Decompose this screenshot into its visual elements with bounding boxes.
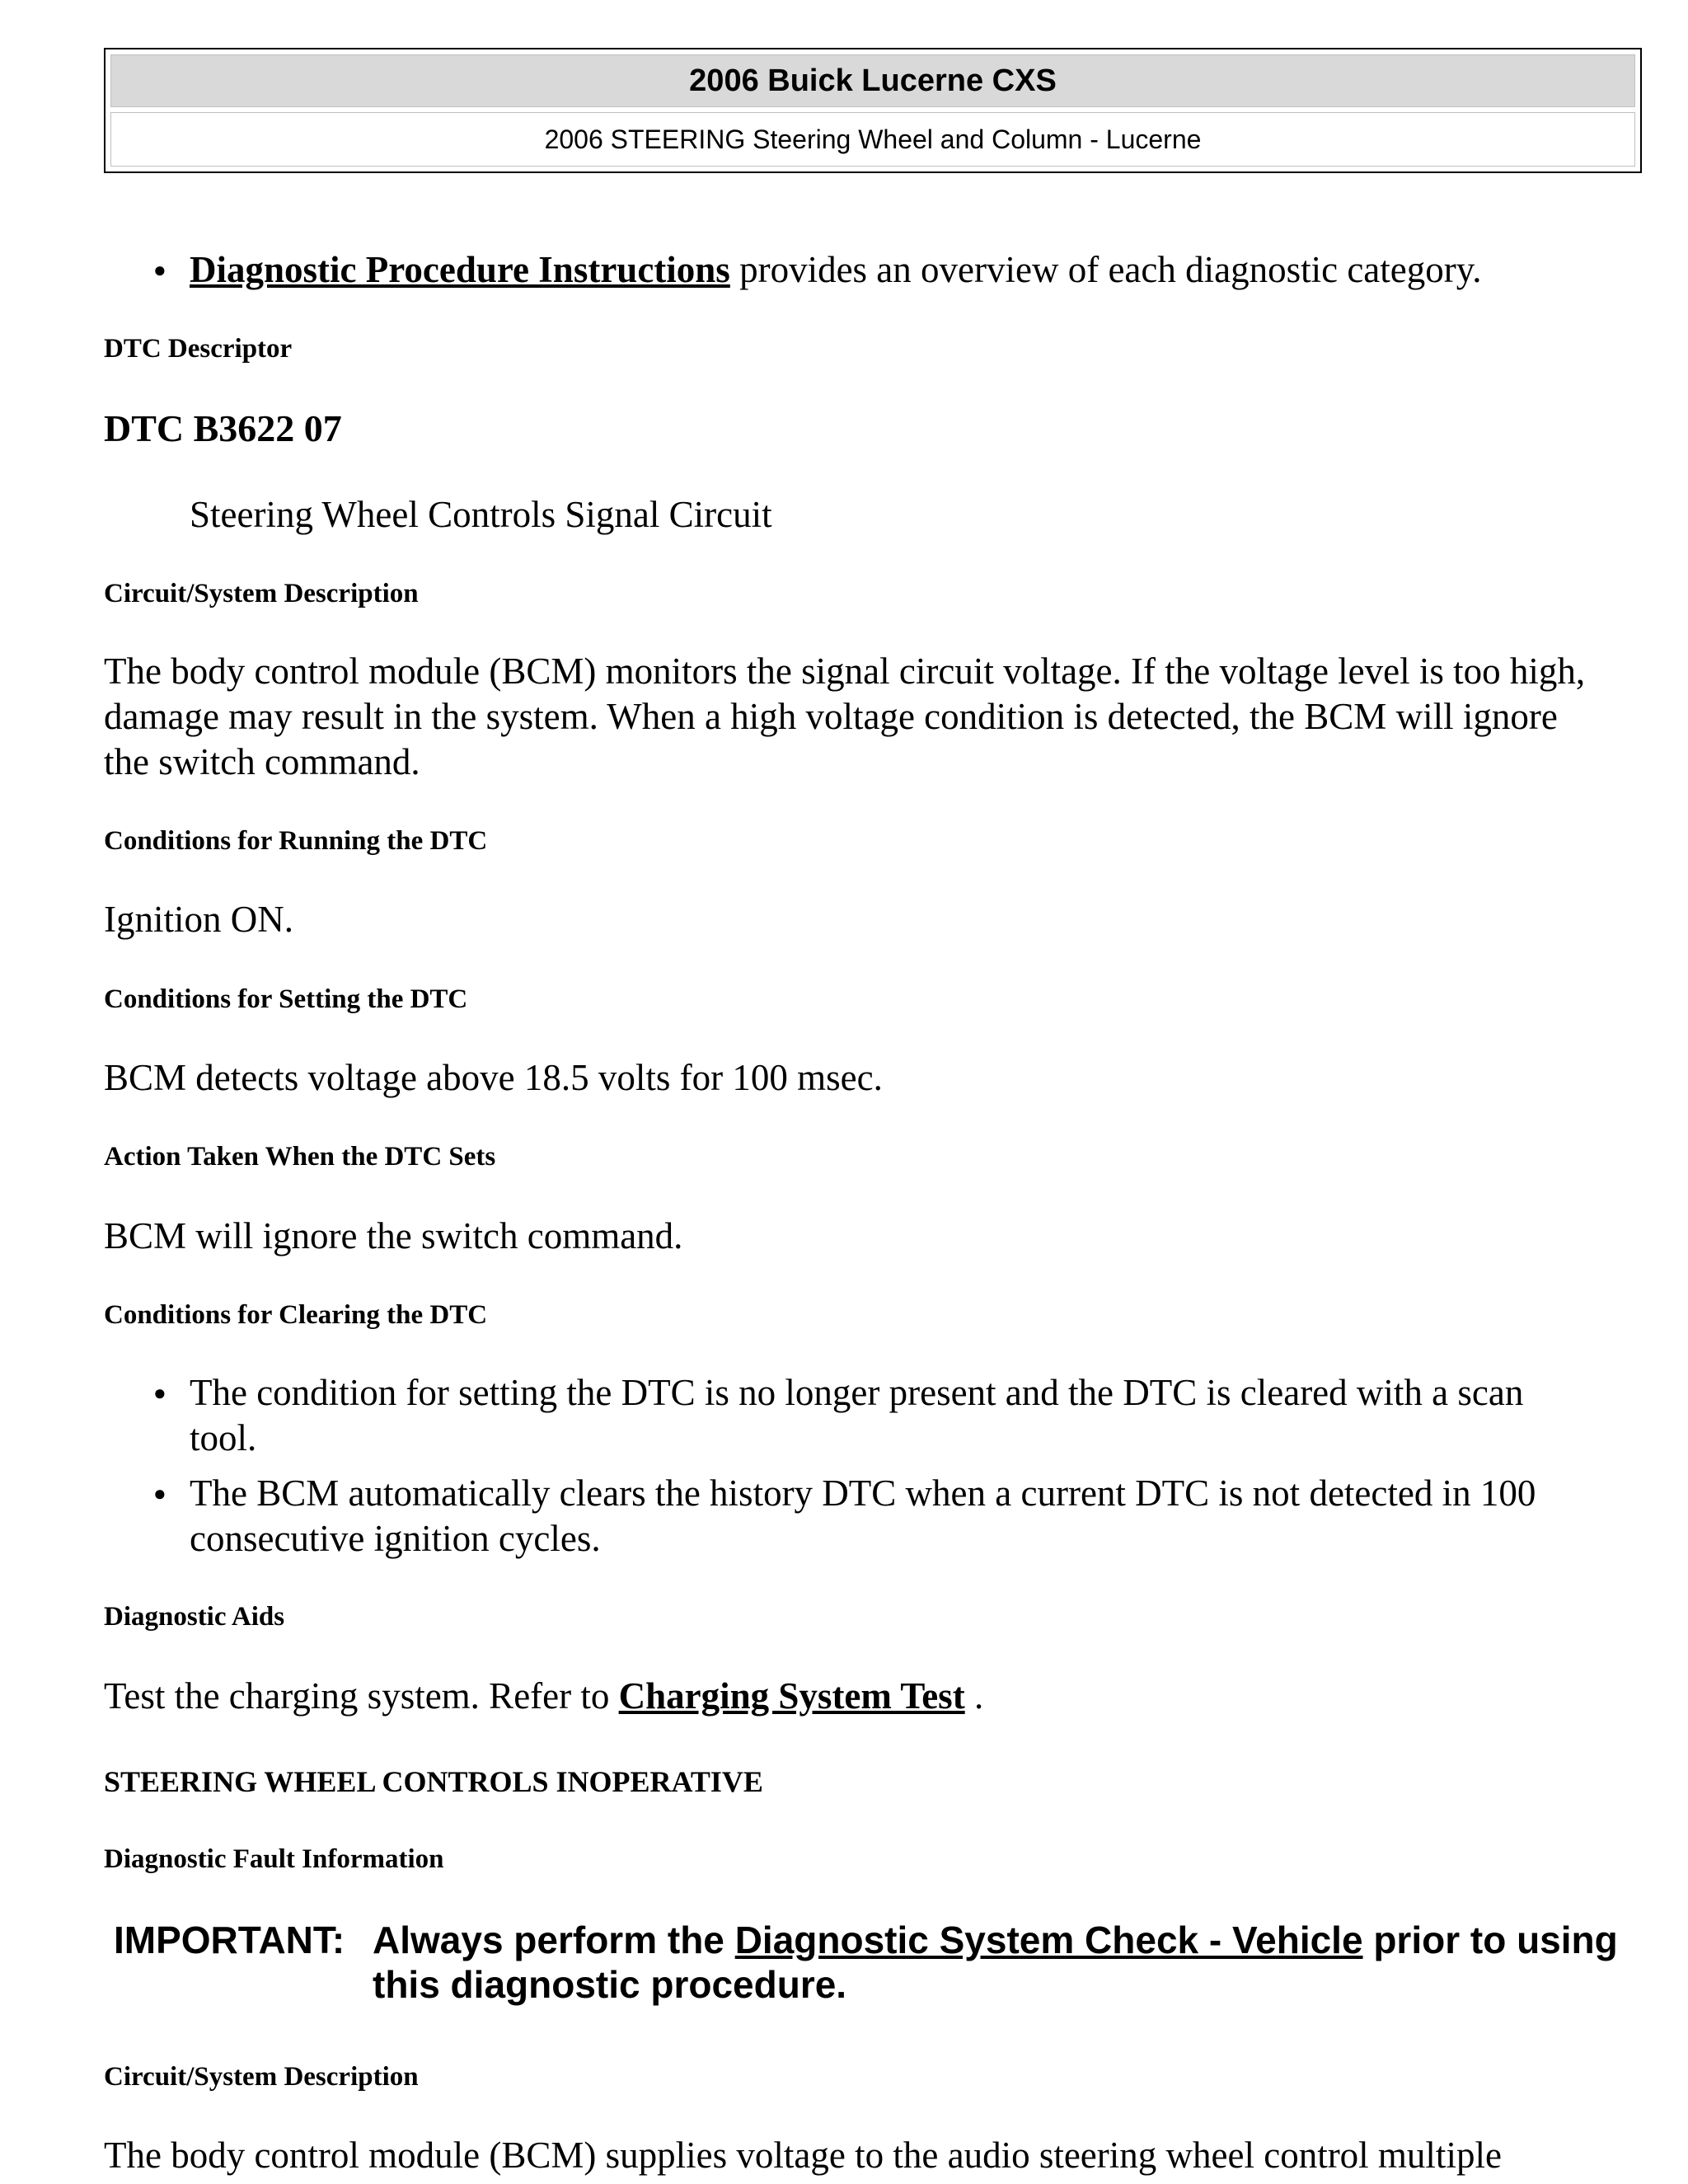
diagnostic-aids-heading: Diagnostic Aids [104,1602,285,1632]
bullet-icon: ● [153,1482,166,1505]
action-taken-text: BCM will ignore the switch command. [104,1215,683,1256]
intro-bullet-text [190,247,1571,293]
dtc-code-title: DTC B3622 07 [104,407,342,449]
vehicle-title: 2006 Buick Lucerne CXS [110,54,1635,107]
action-taken-heading: Action Taken When the DTC Sets [104,1142,496,1172]
steering-controls-inoperative-heading: STEERING WHEEL CONTROLS INOPERATIVE [104,1765,763,1798]
circuit-description-2-heading: Circuit/System Description [104,2062,419,2092]
circuit-description-2-text: The body control module (BCM) supplies voltage to the audio steering wheel control multiple [104,2135,1502,2176]
diagnostic-aids-text [104,1674,1587,1719]
diagnostic-aids-tail: . [964,1675,984,1717]
conditions-setting-heading: Conditions for Setting the DTC [104,984,468,1014]
diagnostic-aids-lead: Test the charging system. Refer to [104,1675,619,1717]
charging-system-test-link[interactable]: Charging System Test [618,1675,965,1717]
clearing-list-item [153,1471,1571,1562]
conditions-clearing-heading: Conditions for Clearing the DTC [104,1300,488,1330]
bullet-icon: ● [153,258,166,282]
clearing-item-text: The condition for setting the DTC is no longer present and the DTC is cleared with a scan tool. [190,1372,1524,1458]
dtc-description: Steering Wheel Controls Signal Circuit [190,494,772,535]
section-subtitle: 2006 STEERING Steering Wheel and Column - Lucerne [110,112,1635,167]
important-label: IMPORTANT: [114,1919,345,1961]
conditions-running-text: Ignition ON. [104,899,293,940]
diagnostic-fault-information-heading: Diagnostic Fault Information [104,1844,444,1874]
clearing-item-text: The BCM automatically clears the history DTC when a current DTC is not detected in 100 consecutive ignition cycles. [190,1472,1536,1559]
important-tail: prior to using this diagnostic procedure. [373,1919,1618,2006]
bullet-icon: ● [153,1381,166,1405]
circuit-description-text: The body control module (BCM) monitors the signal circuit voltage. If the voltage level is too high, damage may result in the system. When a high voltage condition is detected, the BCM will ignore the switch command. [104,651,1586,782]
important-lead: Always perform the [373,1919,735,1961]
important-notice [114,1918,1647,2007]
clearing-list-item [153,1370,1571,1461]
circuit-description-heading: Circuit/System Description [104,579,419,608]
conditions-setting-text: BCM detects voltage above 18.5 volts for 100 msec. [104,1057,883,1098]
diagnostic-system-check-link[interactable]: Diagnostic System Check - Vehicle [734,1919,1363,1961]
document-header [104,48,1642,173]
diagnostic-procedure-instructions-link[interactable]: Diagnostic Procedure Instructions [190,249,730,290]
conditions-running-heading: Conditions for Running the DTC [104,826,488,856]
intro-bullet-description: provides an overview of each diagnostic category. [729,249,1482,290]
intro-bullet [153,247,1571,293]
important-text [373,1918,1647,2007]
dtc-descriptor-heading: DTC Descriptor [104,334,293,364]
